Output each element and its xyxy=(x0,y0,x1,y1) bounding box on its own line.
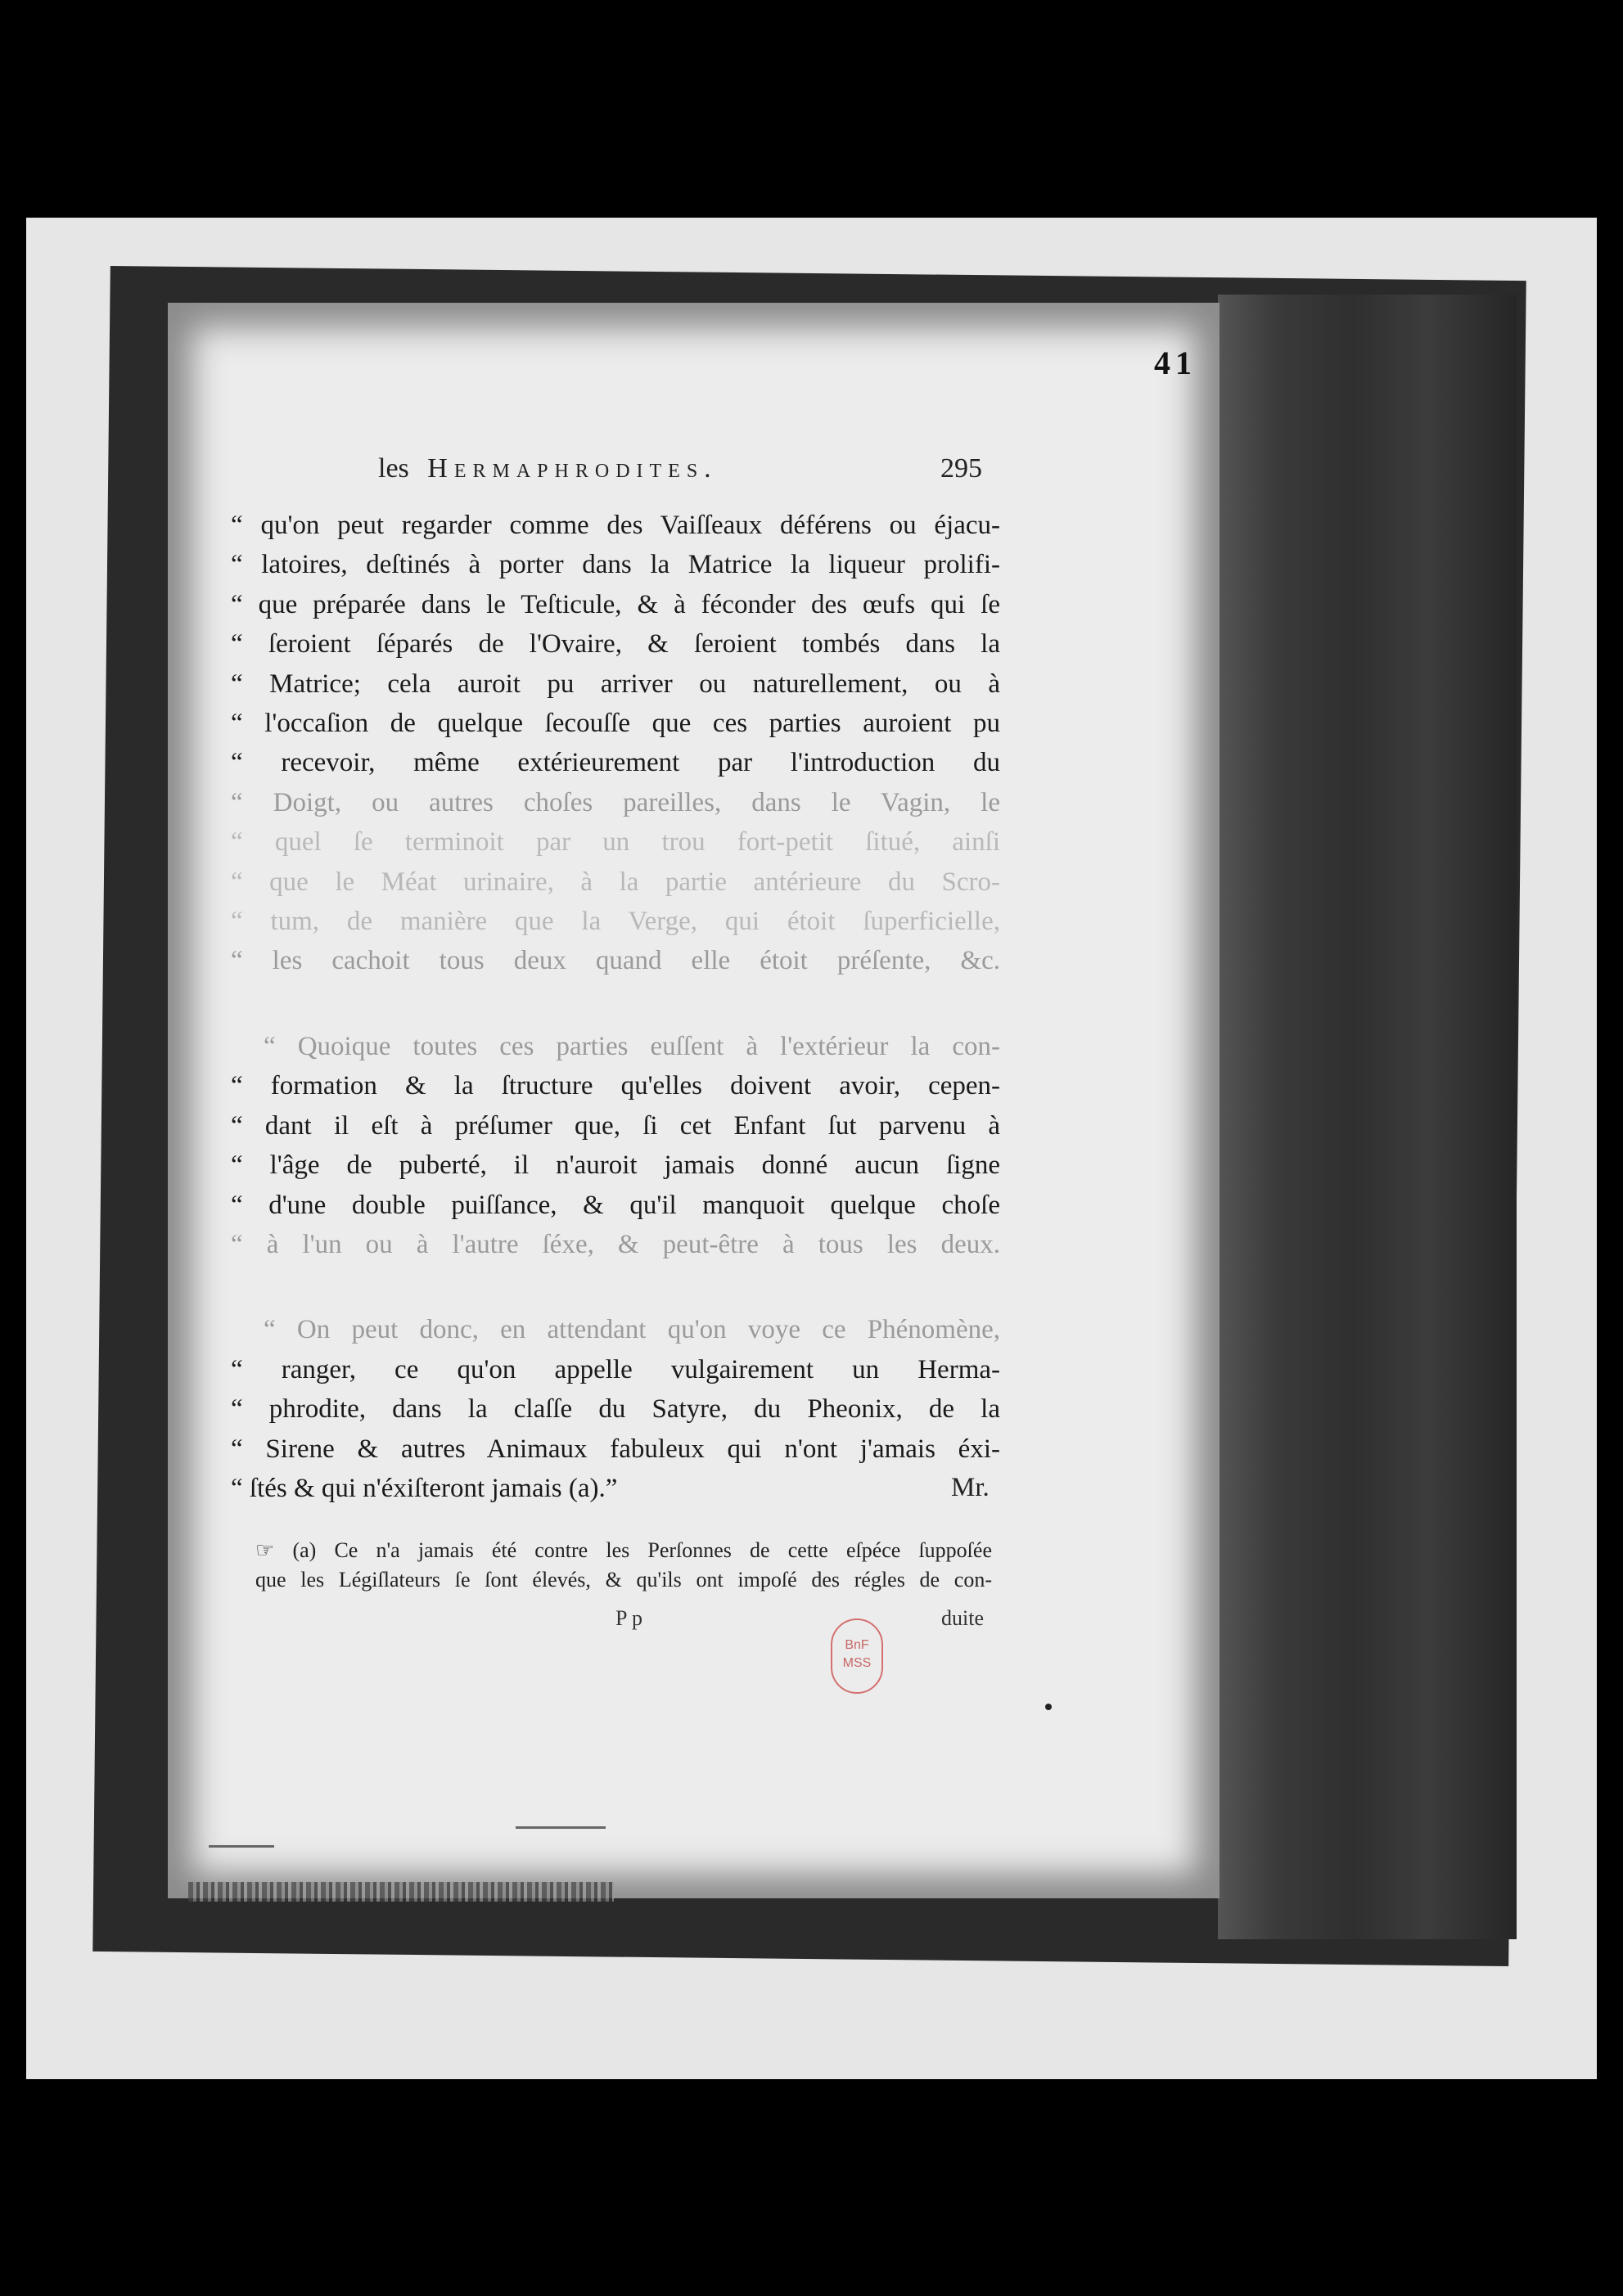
text-line: “ latoires, deſtinés à porter dans la Matrice la liqueur prolifi- xyxy=(231,550,1000,580)
text-line: “ Quoique toutes ces parties euſſent à l'extérieur la con- xyxy=(264,1031,1000,1061)
body-text xyxy=(231,506,1000,1508)
sheet-number: 41 xyxy=(1154,344,1197,381)
running-head-prefix: les xyxy=(378,453,409,484)
text-line: “ dant il eſt à préſumer que, ſi cet Enfant ſut parvenu à xyxy=(231,1110,1000,1141)
text-line: “ l'âge de puberté, il n'auroit jamais donné aucun ſigne xyxy=(231,1150,1000,1181)
text-line: “ Matrice; cela auroit pu arriver ou naturellement, ou à xyxy=(231,669,1000,699)
ink-dot xyxy=(1045,1704,1052,1710)
text-line: “ formation & la ſtructure qu'elles doivent avoir, cepen- xyxy=(231,1071,1000,1101)
text-line: “ quel ſe terminoit par un trou fort-petit ſitué, ainſi xyxy=(231,827,1000,858)
text-line: “ phrodite, dans la claſſe du Satyre, du Pheonix, de la xyxy=(231,1394,1000,1425)
text-line: “ Sirene & autres Animaux fabuleux qui n'ont j'amais éxi- xyxy=(231,1434,1000,1464)
page-number: 295 xyxy=(940,453,982,484)
text-line: “ recevoir, même extérieurement par l'introduction du xyxy=(231,748,1000,778)
stamp-line: MSS xyxy=(842,1656,872,1670)
stamp-line: BnF xyxy=(845,1638,869,1652)
bleed-through-mark xyxy=(516,1826,606,1829)
catchword: duite xyxy=(941,1606,984,1630)
text-line: “ ſtés & qui n'éxiſteront jamais (a).” xyxy=(231,1473,618,1503)
shadowed-margin xyxy=(1218,295,1517,1939)
text-line: “ ſeroient ſéparés de l'Ovaire, & ſeroient tombés dans la xyxy=(231,629,1000,660)
signoff: Mr. xyxy=(951,1473,990,1502)
text-line: “ On peut donc, en attendant qu'on voye ce Phénomène, xyxy=(264,1315,1000,1345)
text-line: “ que le Méat urinaire, à la partie antérieure du Scro- xyxy=(231,867,1000,897)
text-line: “ qu'on peut regarder comme des Vaiſſeaux déférens ou éjacu- xyxy=(231,511,1000,540)
text-line: “ ranger, ce qu'on appelle vulgairement un Herma- xyxy=(231,1354,1000,1384)
running-head xyxy=(378,453,1000,484)
text-line: “ d'une double puiſſance, & qu'il manquoit quelque choſe xyxy=(231,1190,1000,1220)
footnote-line: que les Légiſlateurs ſe ſont élevés, & qu'ils ont impoſé des régles de con- xyxy=(255,1568,992,1591)
footnote xyxy=(255,1536,992,1595)
text-line: “ tum, de manière que la Verge, qui étoit ſuperficielle, xyxy=(231,907,1000,937)
text-line: “ l'occaſion de quelque ſecouſſe que ces parties auroient pu xyxy=(231,709,1000,739)
text-line: “ à l'un ou à l'autre ſéxe, & peut-être à tous les deux. xyxy=(231,1229,1000,1259)
footnote-line: ☞ (a) Ce n'a jamais été contre les Perſonnes de cette eſpéce ſuppoſée xyxy=(255,1538,992,1562)
running-head-title: Hermaphrodites. xyxy=(427,453,718,484)
bleed-through-mark xyxy=(209,1845,274,1848)
text-line: “ les cachoit tous deux quand elle étoit préſente, &c. xyxy=(231,946,1000,976)
text-line: “ Doigt, ou autres choſes pareilles, dans le Vagin, le xyxy=(231,787,1000,817)
library-stamp xyxy=(831,1618,883,1694)
text-line: “ que préparée dans le Teſticule, & à féconder des œufs qui ſe xyxy=(231,589,1000,619)
bleed-through-text xyxy=(188,1882,614,1902)
signature-mark: P p xyxy=(615,1606,642,1630)
